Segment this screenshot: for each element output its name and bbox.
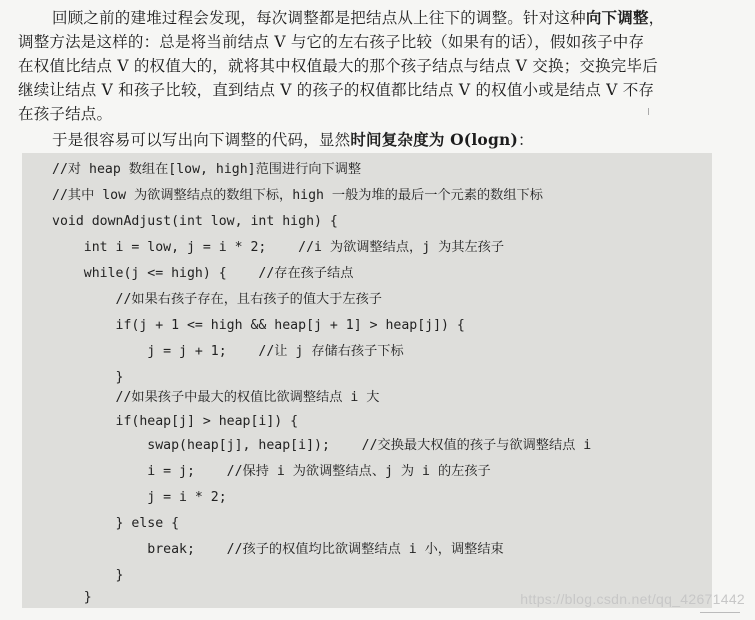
code-line: } bbox=[52, 568, 124, 583]
code-line: if(j + 1 <= high && heap[j + 1] > heap[j]) { bbox=[52, 318, 465, 333]
code-line: void downAdjust(int low, int high) { bbox=[52, 214, 338, 229]
page-rule bbox=[700, 612, 740, 613]
bold-term: 向下调整 bbox=[585, 8, 649, 27]
paragraph-line: 在孩子结点。 bbox=[18, 105, 113, 123]
code-line: //如果右孩子存在，且右孩子的值大于左孩子 bbox=[52, 292, 382, 307]
paragraph-complexity bbox=[18, 128, 755, 152]
code-line: //如果孩子中最大的权值比欲调整结点 i 大 bbox=[52, 390, 380, 405]
code-line: } bbox=[52, 370, 124, 385]
watermark-url: https://blog.csdn.net/qq_42671442 bbox=[520, 591, 745, 607]
code-line: swap(heap[j], heap[i]); //交换最大权值的孩子与欲调整结点 i bbox=[52, 438, 592, 453]
code-line: j = i * 2; bbox=[52, 490, 227, 505]
code-line: j = j + 1; //让 j 存储右孩子下标 bbox=[52, 344, 404, 359]
text-run: 于是很容易可以写出向下调整的代码，显然 bbox=[52, 131, 351, 149]
code-line: //其中 low 为欲调整结点的数组下标，high 一般为堆的最后一个元素的数组下标 bbox=[52, 188, 543, 203]
scan-mark bbox=[648, 108, 649, 115]
text-run: ， bbox=[648, 9, 665, 27]
paragraph-line: 调整方法是这样的：总是将当前结点 V 与它的左右孩子比较（如果有的话），假如孩子中存 bbox=[18, 33, 645, 51]
code-line: int i = low, j = i * 2; //i 为欲调整结点，j 为其左孩子 bbox=[52, 240, 505, 255]
code-line: //对 heap 数组在[low, high]范围进行向下调整 bbox=[52, 162, 362, 177]
paragraph-line bbox=[52, 128, 755, 152]
bold-term: 时间复杂度为 O(logn) bbox=[350, 130, 519, 149]
code-line: } bbox=[52, 590, 92, 605]
code-line: } else { bbox=[52, 516, 180, 531]
code-line: while(j <= high) { //存在孩子结点 bbox=[52, 266, 354, 281]
paragraph-line: 在权值比结点 V 的权值大的，就将其中权值最大的那个孩子结点与结点 V 交换；交换完毕后 bbox=[18, 57, 658, 75]
text-run: ： bbox=[518, 131, 534, 149]
code-line: break; //孩子的权值均比欲调整结点 i 小，调整结束 bbox=[52, 542, 504, 557]
code-line: i = j; //保持 i 为欲调整结点、j 为 i 的左孩子 bbox=[52, 464, 491, 479]
paragraph-downadjust-explanation bbox=[18, 6, 738, 126]
paragraph-line bbox=[18, 6, 738, 30]
paragraph-line: 继续让结点 V 和孩子比较，直到结点 V 的孩子的权值都比结点 V 的权值小或是结点 V 不存 bbox=[18, 81, 655, 99]
code-block bbox=[22, 153, 712, 608]
text-run: 回顾之前的建堆过程会发现，每次调整都是把结点从上往下的调整。针对这种 bbox=[52, 9, 586, 27]
code-line: if(heap[j] > heap[i]) { bbox=[52, 414, 299, 429]
